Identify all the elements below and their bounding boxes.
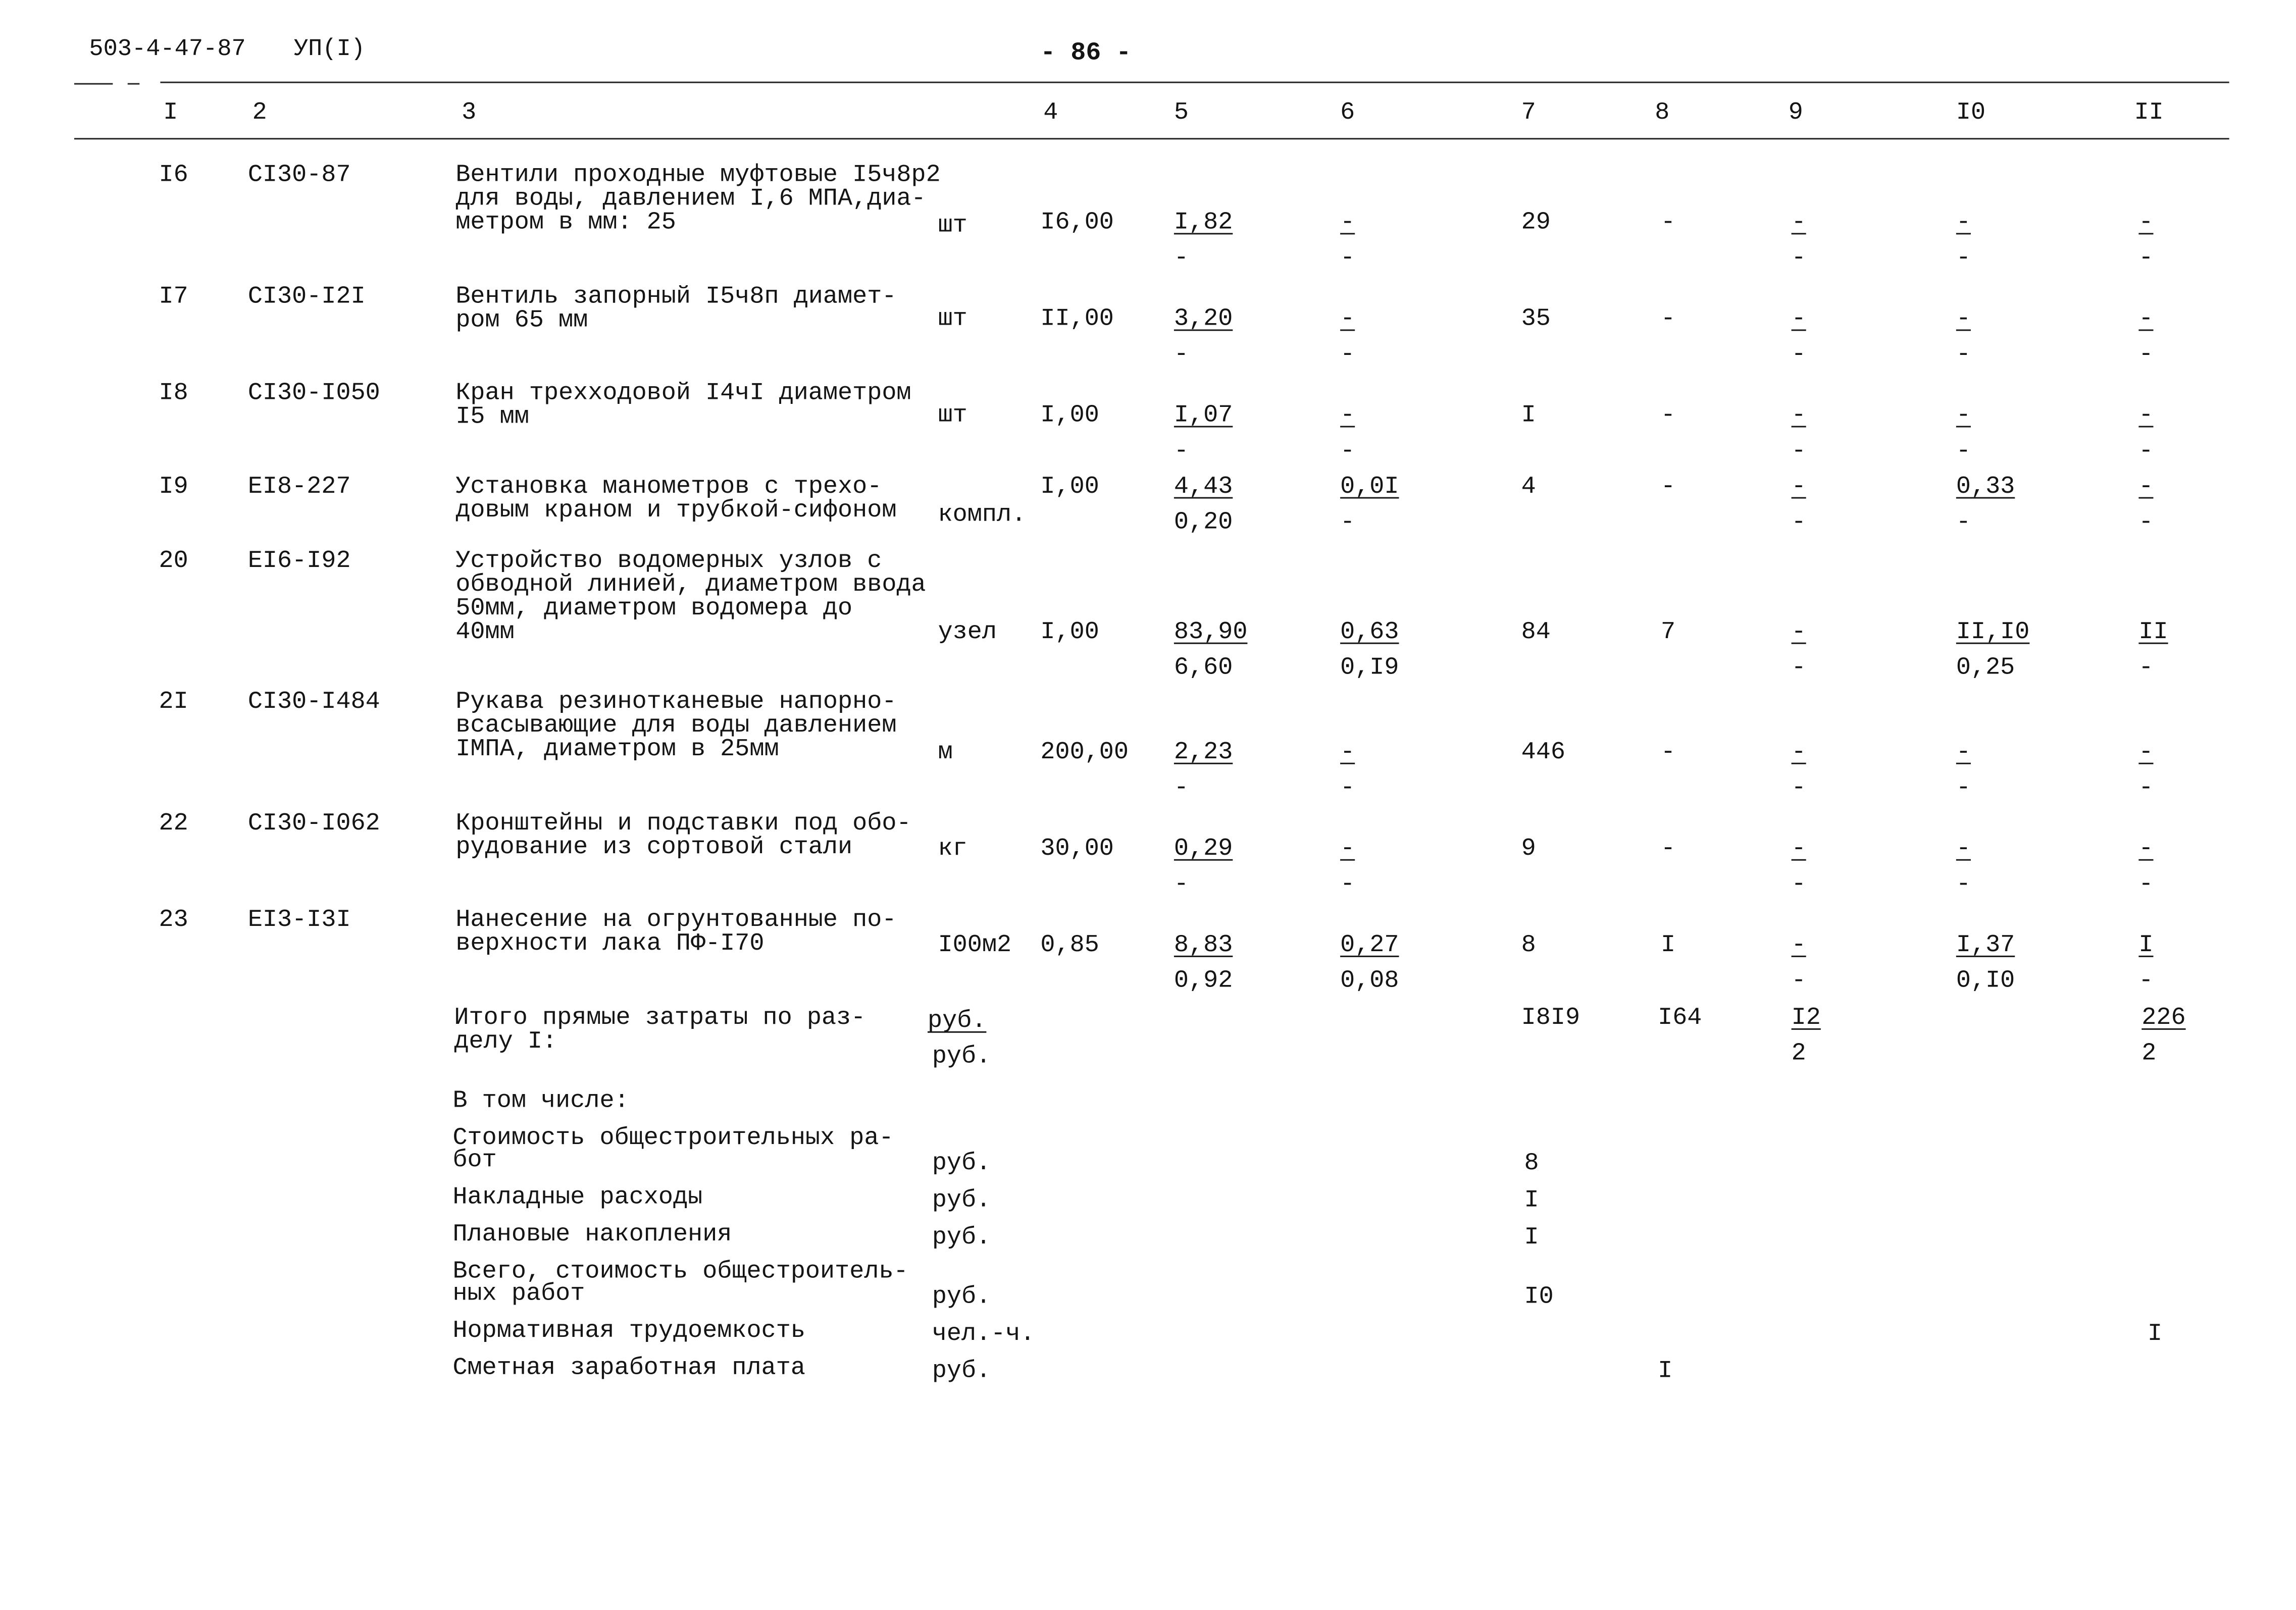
- document-code: 503-4-47-87: [89, 35, 246, 63]
- row-name-line: Кран трехходовой I4чI диаметром: [455, 378, 911, 407]
- col-7-value: 4: [1521, 472, 1536, 500]
- col-5-top-value: 8,83: [1173, 930, 1233, 959]
- breakdown-unit: руб.: [932, 1356, 991, 1385]
- col-11-bottom-value: -: [2138, 869, 2154, 898]
- breakdown-col-8-value: I: [1658, 1356, 1673, 1385]
- column-header-2: 2: [252, 97, 267, 126]
- col-11-top-value: -: [2138, 207, 2154, 236]
- col-9-top-value: -: [1791, 617, 1806, 646]
- row-unit: кг: [938, 834, 967, 862]
- row-name-line: всасывающие для воды давлением: [455, 710, 897, 739]
- row-name-line: Вентиль запорный I5ч8п диамет-: [455, 282, 897, 310]
- col-11-top-value: -: [2138, 737, 2154, 766]
- col-11-bottom-value: -: [2138, 507, 2154, 536]
- breakdown-heading: В том числе:: [452, 1086, 629, 1115]
- col-5-top-value: 2,23: [1173, 737, 1233, 766]
- row-number: 2I: [159, 687, 188, 715]
- col-9-bottom-value: -: [1791, 507, 1806, 536]
- col-6-top-value: 0,0I: [1340, 472, 1399, 500]
- header-bottom-rule: [74, 138, 2229, 140]
- row-name-line: Устройство водомерных узлов с: [455, 546, 882, 575]
- col-9-top-value: -: [1791, 400, 1806, 429]
- col-8-value: I: [1660, 930, 1676, 959]
- col-5-bottom-value: -: [1173, 773, 1189, 802]
- col-5-top-value: 3,20: [1173, 304, 1233, 333]
- col-11-top-value: -: [2138, 400, 2154, 429]
- col-10-top-value: -: [1956, 400, 1971, 429]
- breakdown-col-7-value: I: [1524, 1185, 1539, 1214]
- col-8-value: -: [1660, 472, 1676, 500]
- row-name-line: для воды, давлением I,6 МПА,диа-: [455, 184, 926, 213]
- col-6-bottom-value: -: [1340, 507, 1355, 536]
- col-9-bottom-value: -: [1791, 966, 1806, 995]
- totals-unit: руб.: [932, 1042, 991, 1070]
- col-11-bottom-value: -: [2138, 436, 2154, 464]
- col-10-top-value: -: [1956, 304, 1971, 333]
- row-quantity: I,00: [1040, 617, 1099, 646]
- col-5-top-value: I,82: [1173, 207, 1233, 236]
- col-8-value: -: [1660, 737, 1676, 766]
- breakdown-label-line: Плановые накопления: [452, 1220, 732, 1248]
- column-header-8: 8: [1655, 97, 1670, 126]
- breakdown-unit: руб.: [932, 1185, 991, 1214]
- row-name-line: обводной линией, диаметром ввода: [455, 569, 926, 598]
- col-9-bottom-value: -: [1791, 869, 1806, 898]
- col-8-value: -: [1660, 400, 1676, 429]
- row-unit: узел: [938, 617, 997, 646]
- col-10-bottom-value: -: [1956, 869, 1971, 898]
- col-8-value: -: [1660, 207, 1676, 236]
- col-10-top-value: I,37: [1956, 930, 2015, 959]
- col-11-bottom-value: -: [2138, 340, 2154, 368]
- col-11-bottom-value: -: [2138, 966, 2154, 995]
- col-5-bottom-value: 0,20: [1173, 507, 1233, 536]
- breakdown-unit: чел.-ч.: [932, 1319, 1035, 1347]
- col-6-bottom-value: 0,I9: [1340, 653, 1399, 682]
- col-10-bottom-value: -: [1956, 436, 1971, 464]
- column-header-6: 6: [1340, 97, 1355, 126]
- col-10-top-value: -: [1956, 737, 1971, 766]
- col-7-value: 29: [1521, 207, 1551, 236]
- row-quantity: 200,00: [1040, 737, 1129, 766]
- row-code: СI30-I050: [247, 378, 380, 407]
- totals-col-7-value: I8I9: [1521, 1003, 1580, 1031]
- row-name-line: 40мм: [455, 617, 515, 646]
- col-10-top-value: -: [1956, 834, 1971, 862]
- row-number: I7: [159, 282, 188, 310]
- breakdown-label-line: ных работ: [452, 1279, 585, 1308]
- row-name-line: верхности лака ПФ-I70: [455, 928, 764, 957]
- col-8-value: 7: [1660, 617, 1676, 646]
- col-9-bottom-value: -: [1791, 340, 1806, 368]
- col-6-top-value: 0,27: [1340, 930, 1399, 959]
- totals-col-8-value: I64: [1658, 1003, 1702, 1031]
- page-number: - 86 -: [1040, 40, 1132, 69]
- col-5-bottom-value: -: [1173, 243, 1189, 272]
- row-unit: I00м2: [938, 930, 1012, 959]
- col-7-value: I: [1521, 400, 1536, 429]
- row-name-line: Нанесение на огрунтованные по-: [455, 905, 897, 933]
- breakdown-label-line: Сметная заработная плата: [452, 1353, 805, 1382]
- breakdown-unit: руб.: [932, 1282, 991, 1311]
- col-7-value: 9: [1521, 834, 1536, 862]
- col-10-top-value: II,I0: [1956, 617, 2030, 646]
- row-name-line: Установка манометров с трехо-: [455, 472, 882, 500]
- row-quantity: I6,00: [1040, 207, 1114, 236]
- breakdown-label-line: Накладные расходы: [452, 1182, 703, 1211]
- col-7-value: 84: [1521, 617, 1551, 646]
- col-9-top-value: -: [1791, 304, 1806, 333]
- row-unit: шт: [938, 304, 967, 333]
- header-top-rule: [160, 82, 2229, 84]
- col-11-top-value: II: [2138, 617, 2168, 646]
- totals-col-11-bottom-value: 2: [2141, 1038, 2157, 1067]
- column-header-11: II: [2134, 97, 2164, 126]
- col-10-top-value: 0,33: [1956, 472, 2015, 500]
- row-quantity: 30,00: [1040, 834, 1114, 862]
- col-10-bottom-value: -: [1956, 773, 1971, 802]
- row-unit: шт: [938, 211, 967, 239]
- row-unit: компл.: [938, 500, 1027, 529]
- col-6-top-value: -: [1340, 834, 1355, 862]
- row-unit: шт: [938, 400, 967, 429]
- col-9-bottom-value: -: [1791, 436, 1806, 464]
- col-9-bottom-value: -: [1791, 243, 1806, 272]
- column-header-1: I: [163, 97, 178, 126]
- col-11-bottom-value: -: [2138, 773, 2154, 802]
- row-unit: м: [938, 737, 953, 766]
- col-11-top-value: -: [2138, 834, 2154, 862]
- row-number: 22: [159, 808, 188, 837]
- col-6-bottom-value: -: [1340, 340, 1355, 368]
- breakdown-unit: руб.: [932, 1148, 991, 1177]
- col-6-top-value: -: [1340, 737, 1355, 766]
- row-number: 23: [159, 905, 188, 933]
- breakdown-col-11-value: I: [2148, 1319, 2163, 1347]
- column-header-7: 7: [1521, 97, 1536, 126]
- breakdown-label-line: Стоимость общестроительных ра-: [452, 1123, 894, 1152]
- col-5-bottom-value: -: [1173, 340, 1189, 368]
- col-6-top-value: 0,63: [1340, 617, 1399, 646]
- col-6-bottom-value: -: [1340, 773, 1355, 802]
- row-name-line: метром в мм: 25: [455, 207, 676, 236]
- column-header-10: I0: [1956, 97, 1986, 126]
- col-5-top-value: 4,43: [1173, 472, 1233, 500]
- row-code: ЕI8-227: [247, 472, 351, 500]
- col-9-top-value: -: [1791, 472, 1806, 500]
- col-5-bottom-value: -: [1173, 869, 1189, 898]
- row-name-line: I5 мм: [455, 402, 529, 431]
- col-7-value: 35: [1521, 304, 1551, 333]
- totals-unit: руб.: [928, 1006, 987, 1034]
- col-6-bottom-value: -: [1340, 869, 1355, 898]
- col-10-top-value: -: [1956, 207, 1971, 236]
- row-number: I8: [159, 378, 188, 407]
- row-name-line: Кронштейны и подставки под обо-: [455, 808, 911, 837]
- col-7-value: 446: [1521, 737, 1566, 766]
- row-code: ЕI6-I92: [247, 546, 351, 575]
- column-header-3: 3: [462, 97, 477, 126]
- col-11-bottom-value: -: [2138, 653, 2154, 682]
- breakdown-label-line: Всего, стоимость общестроитель-: [452, 1257, 908, 1285]
- row-name-line: рудование из сортовой стали: [455, 832, 853, 861]
- row-code: СI30-I484: [247, 687, 380, 715]
- totals-col-9-top-value: I2: [1791, 1003, 1821, 1031]
- col-5-bottom-value: -: [1173, 436, 1189, 464]
- breakdown-label-line: Нормативная трудоемкость: [452, 1316, 805, 1344]
- col-9-top-value: -: [1791, 930, 1806, 959]
- col-8-value: -: [1660, 304, 1676, 333]
- breakdown-col-7-value: I0: [1524, 1282, 1554, 1311]
- col-11-top-value: I: [2138, 930, 2154, 959]
- column-header-9: 9: [1788, 97, 1803, 126]
- row-name-line: ром 65 мм: [455, 305, 588, 334]
- breakdown-unit: руб.: [932, 1222, 991, 1251]
- breakdown-col-7-value: 8: [1524, 1148, 1539, 1177]
- col-6-bottom-value: 0,08: [1340, 966, 1399, 995]
- row-quantity: II,00: [1040, 304, 1114, 333]
- col-6-top-value: -: [1340, 207, 1355, 236]
- row-name-line: IМПА, диаметром в 25мм: [455, 734, 779, 763]
- col-6-top-value: -: [1340, 400, 1355, 429]
- row-name-line: Рукава резинотканевые напорно-: [455, 687, 897, 715]
- totals-col-9-bottom-value: 2: [1791, 1038, 1806, 1067]
- row-name-line: довым краном и трубкой-сифоном: [455, 495, 897, 524]
- row-code: СI30-I062: [247, 808, 380, 837]
- col-9-bottom-value: -: [1791, 773, 1806, 802]
- col-10-bottom-value: -: [1956, 340, 1971, 368]
- col-11-bottom-value: -: [2138, 243, 2154, 272]
- col-10-bottom-value: 0,I0: [1956, 966, 2015, 995]
- col-11-top-value: -: [2138, 304, 2154, 333]
- col-10-bottom-value: 0,25: [1956, 653, 2015, 682]
- row-name-line: 50мм, диаметром водомера до: [455, 593, 853, 622]
- totals-col-11-top-value: 226: [2141, 1003, 2186, 1031]
- col-9-bottom-value: -: [1791, 653, 1806, 682]
- header-top-rule-segment: [128, 83, 140, 85]
- row-quantity: I,00: [1040, 472, 1099, 500]
- row-quantity: 0,85: [1040, 930, 1099, 959]
- row-name-line: Вентили проходные муфтовые I5ч8р2: [455, 160, 941, 189]
- col-6-top-value: -: [1340, 304, 1355, 333]
- row-quantity: I,00: [1040, 400, 1099, 429]
- col-5-top-value: 83,90: [1173, 617, 1248, 646]
- col-5-bottom-value: 0,92: [1173, 966, 1233, 995]
- col-5-top-value: I,07: [1173, 400, 1233, 429]
- col-11-top-value: -: [2138, 472, 2154, 500]
- col-5-top-value: 0,29: [1173, 834, 1233, 862]
- col-5-bottom-value: 6,60: [1173, 653, 1233, 682]
- col-9-top-value: -: [1791, 207, 1806, 236]
- col-10-bottom-value: -: [1956, 243, 1971, 272]
- col-9-top-value: -: [1791, 834, 1806, 862]
- row-code: ЕI3-I3I: [247, 905, 351, 933]
- col-10-bottom-value: -: [1956, 507, 1971, 536]
- breakdown-col-7-value: I: [1524, 1222, 1539, 1251]
- header-top-rule-segment: [74, 83, 113, 85]
- breakdown-label-line: бот: [452, 1146, 497, 1174]
- row-code: СI30-I2I: [247, 282, 366, 310]
- col-6-bottom-value: -: [1340, 243, 1355, 272]
- col-6-bottom-value: -: [1340, 436, 1355, 464]
- col-7-value: 8: [1521, 930, 1536, 959]
- col-8-value: -: [1660, 834, 1676, 862]
- column-header-4: 4: [1043, 97, 1058, 126]
- totals-label-line: делу I:: [454, 1026, 557, 1055]
- row-number: I9: [159, 472, 188, 500]
- row-number: I6: [159, 160, 188, 189]
- row-code: СI30-87: [247, 160, 351, 189]
- row-number: 20: [159, 546, 188, 575]
- col-9-top-value: -: [1791, 737, 1806, 766]
- column-header-5: 5: [1173, 97, 1189, 126]
- totals-label-line: Итого прямые затраты по раз-: [454, 1003, 866, 1031]
- section-code: УП(I): [293, 35, 366, 63]
